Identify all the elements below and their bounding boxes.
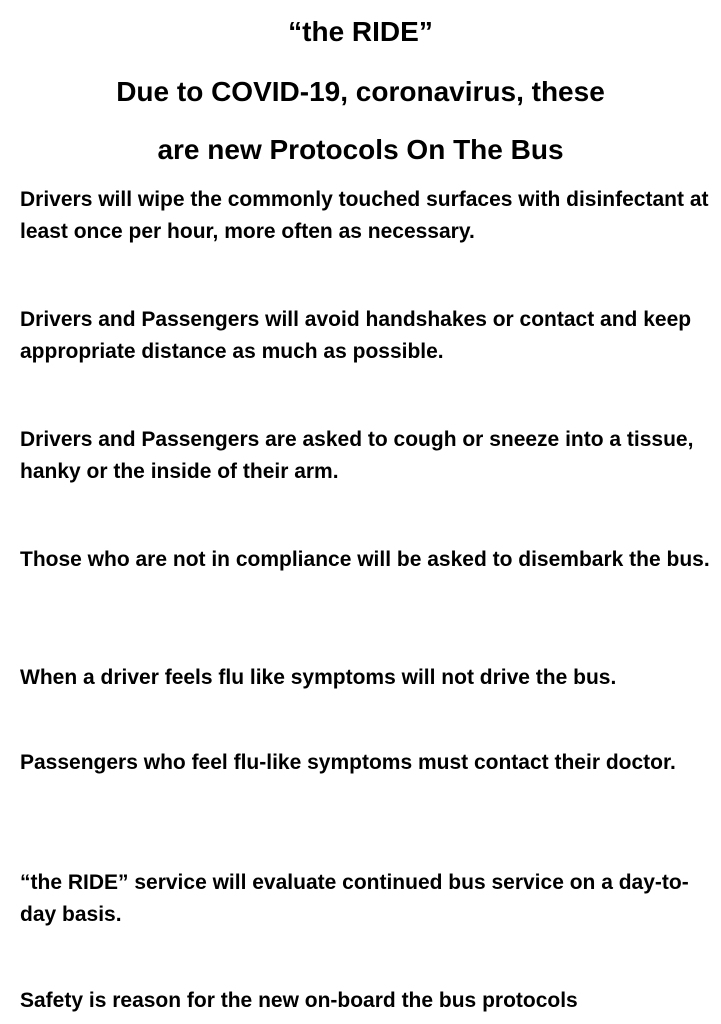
protocol-item-service-evaluation: “the RIDE” service will evaluate continued bus service on a day-to-day basis.: [20, 871, 689, 926]
protocol-item-driver-symptoms: When a driver feels flu like symptoms will not drive the bus.: [20, 666, 617, 689]
notice-title: “the RIDE”: [288, 16, 433, 47]
notice-subtitle-line-1: Due to COVID-19, coronavirus, these: [116, 76, 605, 107]
protocol-item-avoid-contact: Drivers and Passengers will avoid handshakes or contact and keep appropriate distance as much as possible.: [20, 308, 692, 363]
notice-subtitle-line-2: are new Protocols On The Bus: [157, 134, 564, 165]
protocol-item-cough-sneeze: Drivers and Passengers are asked to cough or sneeze into a tissue, hanky or the inside of their arm.: [20, 428, 694, 483]
protocol-item-safety: Safety is reason for the new on-board the bus protocols: [20, 989, 578, 1012]
protocol-item-compliance: Those who are not in compliance will be asked to disembark the bus.: [20, 548, 710, 571]
protocol-item-passenger-symptoms: Passengers who feel flu-like symptoms must contact their doctor.: [20, 751, 676, 774]
protocol-item-wipe-surfaces: Drivers will wipe the commonly touched surfaces with disinfectant at least once per hour, more often as necessary.: [20, 188, 709, 243]
